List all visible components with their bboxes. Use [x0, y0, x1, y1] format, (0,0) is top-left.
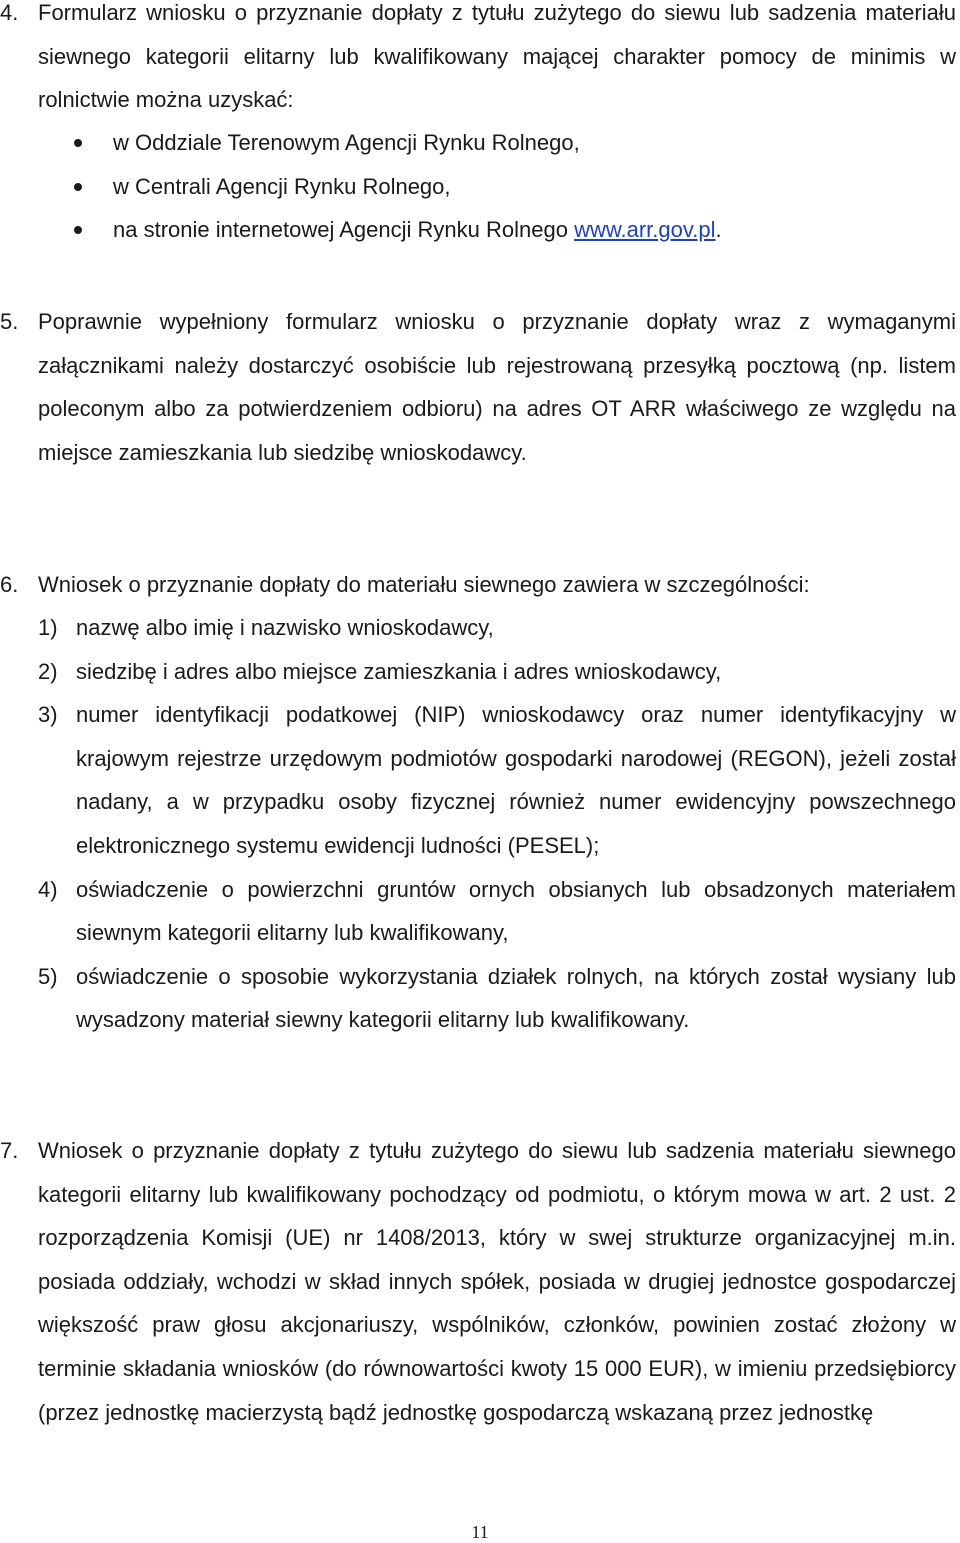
- page-number: 11: [471, 1522, 489, 1542]
- list-item: [0, 650, 960, 694]
- section-7-text: Wniosek o przyznanie dopłaty z tytułu zużytego do siewu lub sadzenia materiału siewnego kategorii elitarny lub kwalifikowany pochodzący od podmiotu, o którym mowa w art. 2 ust. 2 rozporządzenia Komisji (UE) nr 1408/2013, który w swej strukturze organizacyjnej m.in. posiada oddziały, wchodzi w skład innych spółek, posiada w drugiej jednostce gospodarczej większość praw głosu akcjonariuszy, wspólników, członków, powinien zostać złożony w terminie składania wniosków (do równowartości kwoty 15 000 EUR), w imieniu przedsiębiorcy (przez jednostkę macierzystą bądź jednostkę gospodarczą wskazaną przez jednostkę: [38, 1138, 956, 1425]
- section-4: [0, 0, 956, 122]
- list-item-text: oświadczenie o sposobie wykorzystania działek rolnych, na których został wysiany lub wysadzony materiał siewny kategorii elitarny lub kwalifikowany.: [76, 963, 956, 1033]
- section-7: [0, 1129, 956, 1434]
- section-6-item-list: [0, 606, 960, 1042]
- list-item-number: 4): [38, 876, 58, 902]
- bullet-text: w Oddziale Terenowym Agencji Rynku Rolnego,: [113, 130, 580, 155]
- list-item-number: 1): [38, 615, 58, 640]
- list-item: [0, 693, 960, 867]
- bullet-icon: [74, 139, 82, 147]
- list-item-text: siedzibę i adres albo miejsce zamieszkania i adres wnioskodawcy,: [76, 658, 722, 684]
- section-5-number: 5.: [0, 309, 19, 334]
- list-item: [0, 868, 960, 955]
- link-suffix: .: [715, 217, 722, 243]
- section-4-number: 4.: [0, 0, 19, 25]
- section-6-number: 6.: [0, 572, 19, 597]
- section-7-number: 7.: [0, 1138, 19, 1163]
- list-item: [0, 606, 960, 650]
- list-item-text: oświadczenie o powierzchni gruntów ornych obsianych lub obsadzonych materiałem siewnym kategorii elitarny lub kwalifikowany,: [76, 876, 956, 946]
- section-4-text: Formularz wniosku o przyznanie dopłaty z tytułu zużytego do siewu lub sadzenia materiału siewnego kategorii elitarny lub kwalifikowany mającej charakter pomocy de minimis w rolnictwie można uzyskać:: [38, 0, 956, 113]
- bullet-icon: [74, 183, 82, 191]
- bullet-text: na stronie internetowej Agencji Rynku Rolnego: [113, 217, 575, 243]
- list-item-number: 2): [38, 658, 58, 684]
- section-6-text: Wniosek o przyznanie dopłaty do materiału siewnego zawiera w szczególności:: [38, 572, 810, 597]
- arr-website-link[interactable]: www.arr.gov.pl: [574, 217, 716, 243]
- bullet-text: w Centrali Agencji Rynku Rolnego,: [113, 173, 451, 199]
- section-5: [0, 300, 956, 474]
- list-item-number: 5): [38, 963, 58, 989]
- section-6: [0, 563, 956, 607]
- bullet-icon: [74, 226, 82, 234]
- list-item-text: numer identyfikacji podatkowej (NIP) wnioskodawcy oraz numer identyfikacyjny w krajowym rejestrze urzędowym podmiotów gospodarki narodowej (REGON), jeżeli został nadany, a w przypadku osoby fizycznej również numer ewidencyjny powszechnego elektronicznego systemu ewidencji ludności (PESEL);: [76, 702, 956, 858]
- list-item-text: nazwę albo imię i nazwisko wnioskodawcy,: [76, 615, 494, 640]
- list-item-number: 3): [38, 702, 58, 728]
- bullet-text-with-link: [113, 208, 722, 252]
- list-item: [0, 955, 960, 1042]
- section-5-text: Poprawnie wypełniony formularz wniosku o przyznanie dopłaty wraz z wymaganymi załącznikami należy dostarczyć osobiście lub rejestrowaną przesyłką pocztową (np. listem poleconym albo za potwierdzeniem odbioru) na adres OT ARR właściwego ze względu na miejsce zamieszkania lub siedzibę wnioskodawcy.: [38, 309, 956, 465]
